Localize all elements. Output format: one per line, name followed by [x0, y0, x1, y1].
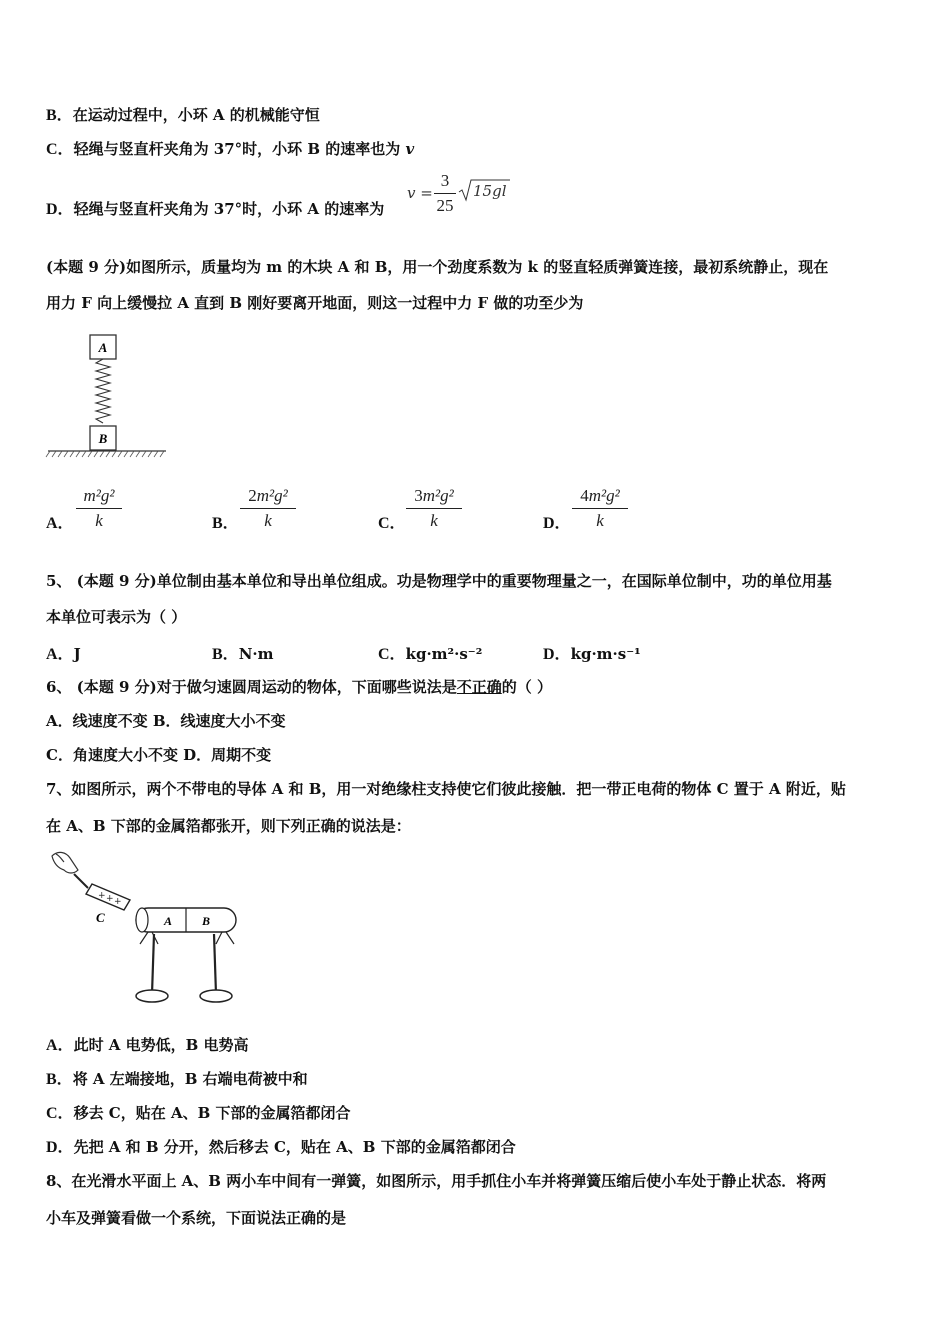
q5-stem-line1: 5、 (本题 9 分)单位制由基本单位和导出单位组成。功是物理学中的重要物理量之一，在国际单位制中，功的单位用基	[46, 572, 832, 590]
q4-option-c-label: C．	[378, 515, 406, 532]
q3-formula-lhs: v =	[407, 184, 433, 202]
q4-option-b-fraction: 2m²g² k	[240, 486, 296, 531]
spring-shape	[96, 359, 110, 423]
label-a: A	[164, 914, 173, 928]
q6-options-row2: C．角速度大小不变 D．周期不变	[46, 746, 272, 764]
q7-stem-line1: 7、如图所示，两个不带电的导体 A 和 B，用一对绝缘柱支持使它们彼此接触．把一带正电荷的物体 C 置于 A 附近，贴	[46, 780, 846, 798]
q4-stem-line1: (本题 9 分)如图所示，质量均为 m 的木块 A 和 B，用一个劲度系数为 k 的竖直轻质弹簧连接，最初系统静止，现在	[46, 258, 829, 276]
q7-option-c: C．移去 C，贴在 A、B 下部的金属箔都闭合	[46, 1104, 351, 1122]
q4-spring-figure	[44, 330, 174, 460]
q3-formula-radicand: 15gl	[473, 182, 507, 200]
block-a-label: A	[98, 340, 108, 355]
q6-options-row1: A．线速度不变 B．线速度大小不变	[46, 712, 286, 730]
q8-stem-line2: 小车及弹簧看做一个系统，下面说法正确的是	[46, 1209, 347, 1227]
stand-base-left	[136, 990, 168, 1002]
q7-option-a: A．此时 A 电势低，B 电势高	[46, 1036, 249, 1054]
q5-option-b: B．N·m	[212, 645, 274, 663]
q5-option-c: C．kg·m²·s⁻²	[378, 645, 483, 663]
q3-option-d: D．轻绳与竖直杆夹角为 37°时，小环 A 的速率为	[46, 200, 385, 218]
block-b-label: B	[98, 431, 108, 446]
q4-option-a-fraction: m²g² k	[76, 486, 122, 531]
charged-rod-c-shape	[74, 874, 130, 910]
svg-text:+: +	[114, 897, 122, 907]
q5-option-d: D．kg·m·s⁻¹	[543, 645, 641, 663]
q4-option-c-fraction: 3m²g² k	[406, 486, 462, 531]
q4-option-d-fraction: 4m²g² k	[572, 486, 628, 531]
hand-shape	[52, 852, 78, 873]
q4-option-a-label: A．	[46, 515, 74, 532]
ground-hatching	[46, 451, 164, 457]
q4-option-d-label: D．	[543, 515, 571, 532]
label-c: C	[96, 910, 105, 925]
q3-option-c: C．轻绳与竖直杆夹角为 37°时，小环 B 的速率也为 v	[46, 140, 415, 158]
q7-option-d: D．先把 A 和 B 分开，然后移去 C，贴在 A、B 下部的金属箔都闭合	[46, 1138, 516, 1156]
q3-option-b: B．在运动过程中，小环 A 的机械能守恒	[46, 106, 320, 124]
q5-stem-line2: 本单位可表示为（ ）	[46, 608, 187, 626]
stand-base-right	[200, 990, 232, 1002]
q3-formula-fraction: 3 25	[434, 171, 456, 216]
label-b: B	[202, 914, 211, 928]
q6-stem: 6、 (本题 9 分)对于做匀速圆周运动的物体，下面哪些说法是不正确的（ ）	[46, 678, 552, 696]
svg-text:+: +	[98, 891, 106, 901]
conductors-ab-shape	[136, 908, 236, 932]
q5-option-a: A．J	[46, 645, 81, 663]
q7-conductor-figure	[44, 848, 254, 1008]
q4-option-b-label: B．	[212, 515, 239, 532]
q7-option-b: B．将 A 左端接地，B 右端电荷被中和	[46, 1070, 308, 1088]
insulating-stands	[152, 934, 216, 994]
q4-stem-line2: 用力 F 向上缓慢拉 A 直到 B 刚好要离开地面，则这一过程中力 F 做的功至少为	[46, 294, 584, 312]
q8-stem-line1: 8、在光滑水平面上 A、B 两小车中间有一弹簧，如图所示，用手抓住小车并将弹簧压缩后使小车处于静止状态．将两	[46, 1172, 827, 1190]
svg-text:+: +	[106, 894, 114, 904]
q7-stem-line2: 在 A、B 下部的金属箔都张开，则下列正确的说法是：	[46, 817, 411, 835]
